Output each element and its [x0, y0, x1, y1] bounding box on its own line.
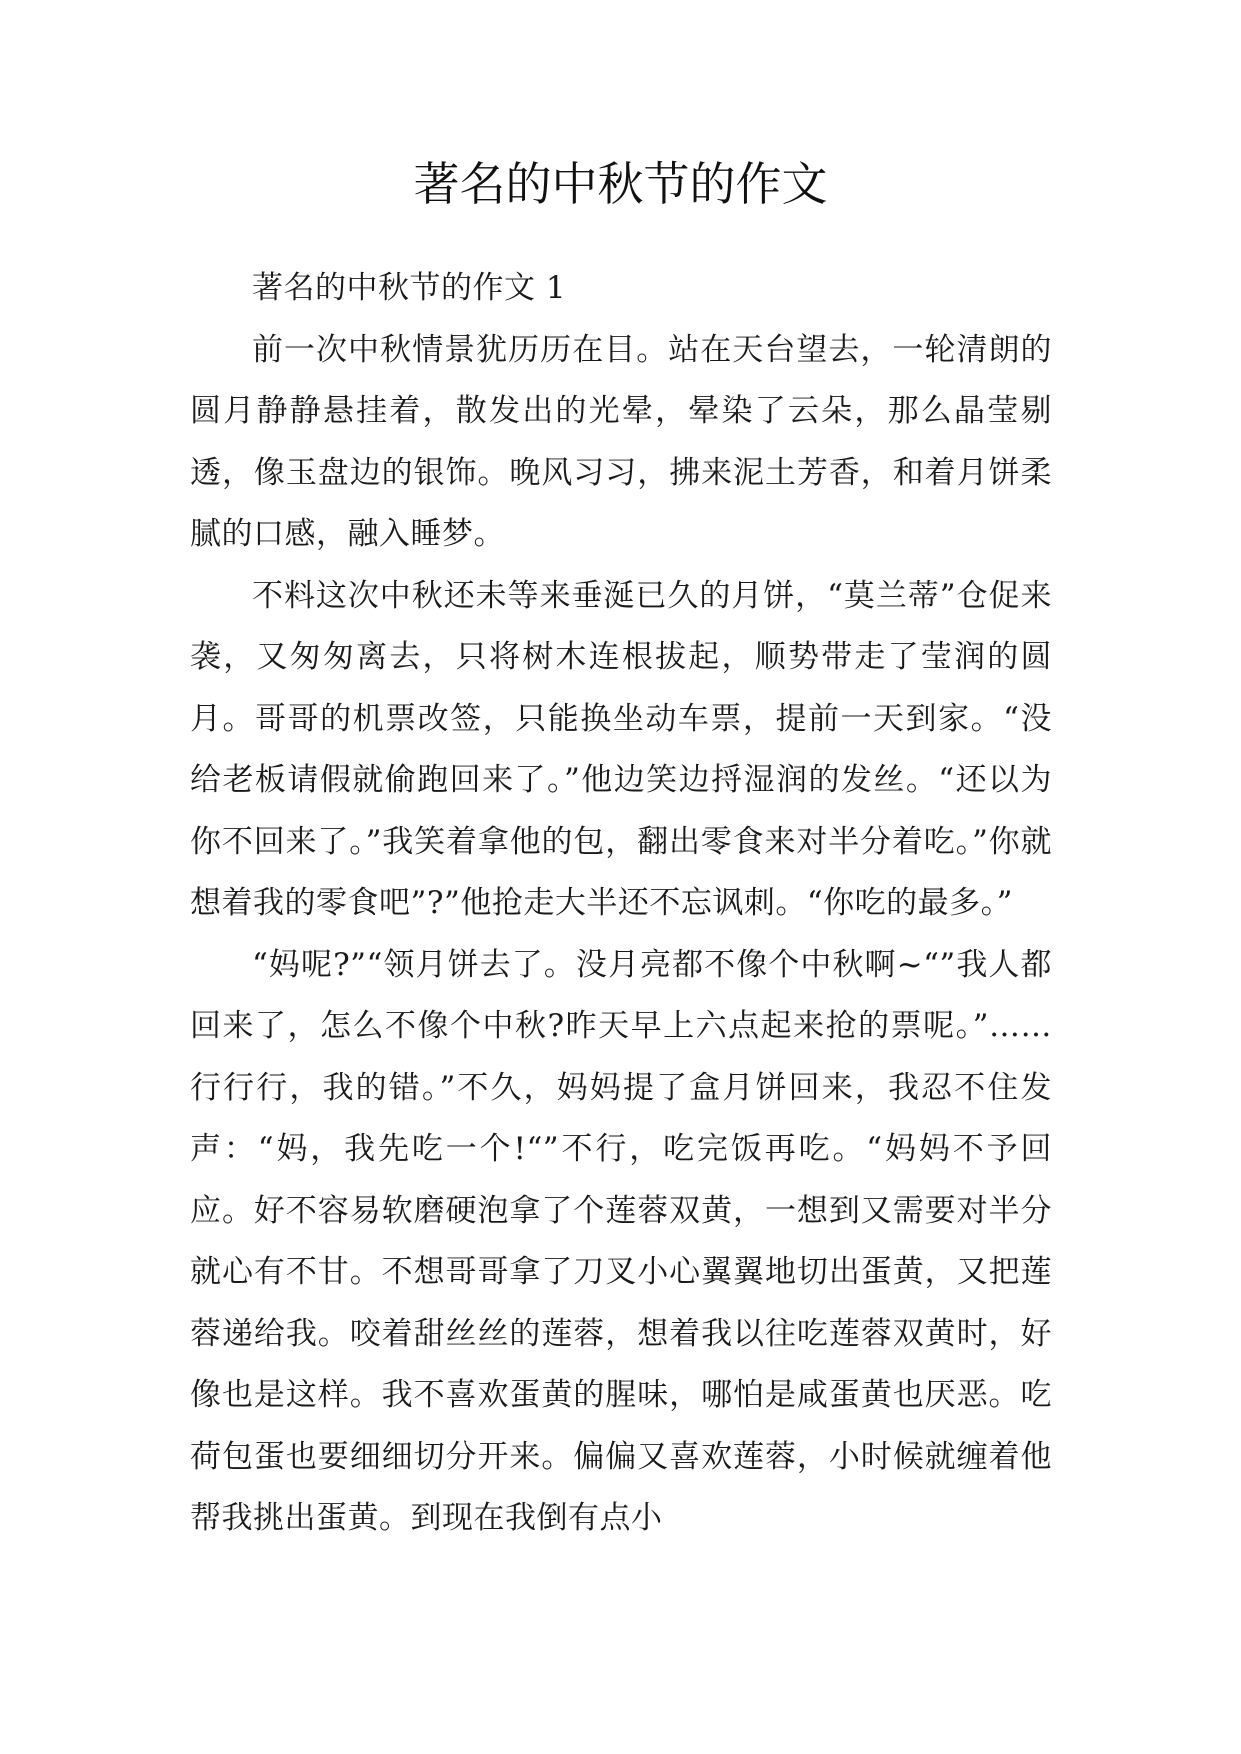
document-body	[190, 258, 1052, 1550]
section-heading: 著名的中秋节的作文 1	[252, 270, 567, 306]
paragraph-3: “妈呢?”“领月饼去了。没月亮都不像个中秋啊~“”我人都回来了，怎么不像个中秋?昨天早上六点起来抢的票呢。”……行行行，我的错。”不久，妈妈提了盒月饼回来，我忍不住发声：“妈，我先吃一个!“”不行，吃完饭再吃。“妈妈不予回应。好不容易软磨硬泡拿了个莲蓉双黄，一想到又需要对半分就心有不甘。不想哥哥拿了刀叉小心翼翼地切出蛋黄，又把莲蓉递给我。咬着甜丝丝的莲蓉，想着我以往吃莲蓉双黄时，好像也是这样。我不喜欢蛋黄的腥味，哪怕是咸蛋黄也厌恶。吃荷包蛋也要细细切分开来。偏偏又喜欢莲蓉，小时候就缠着他帮我挑出蛋黄。到现在我倒有点小	[190, 946, 1052, 1536]
paragraph-1: 前一次中秋情景犹历历在目。站在天台望去，一轮清朗的圆月静静悬挂着，散发出的光晕，晕染了云朵，那么晶莹剔透，像玉盘边的银饰。晚风习习，拂来泥土芳香，和着月饼柔腻的口感，融入睡梦。	[190, 331, 1052, 552]
document-title: 著名的中秋节的作文	[413, 157, 828, 211]
paragraph-2: 不料这次中秋还未等来垂涎已久的月饼，“莫兰蒂”仓促来袭，又匆匆离去，只将树木连根拔起，顺势带走了莹润的圆月。哥哥的机票改签，只能换坐动车票，提前一天到家。“没给老板请假就偷跑回来了。”他边笑边捋湿润的发丝。“还以为你不回来了。”我笑着拿他的包，翻出零食来对半分着吃。”你就想着我的零食吧”?”他抢走大半还不忘讽刺。“你吃的最多。”	[190, 577, 1052, 921]
